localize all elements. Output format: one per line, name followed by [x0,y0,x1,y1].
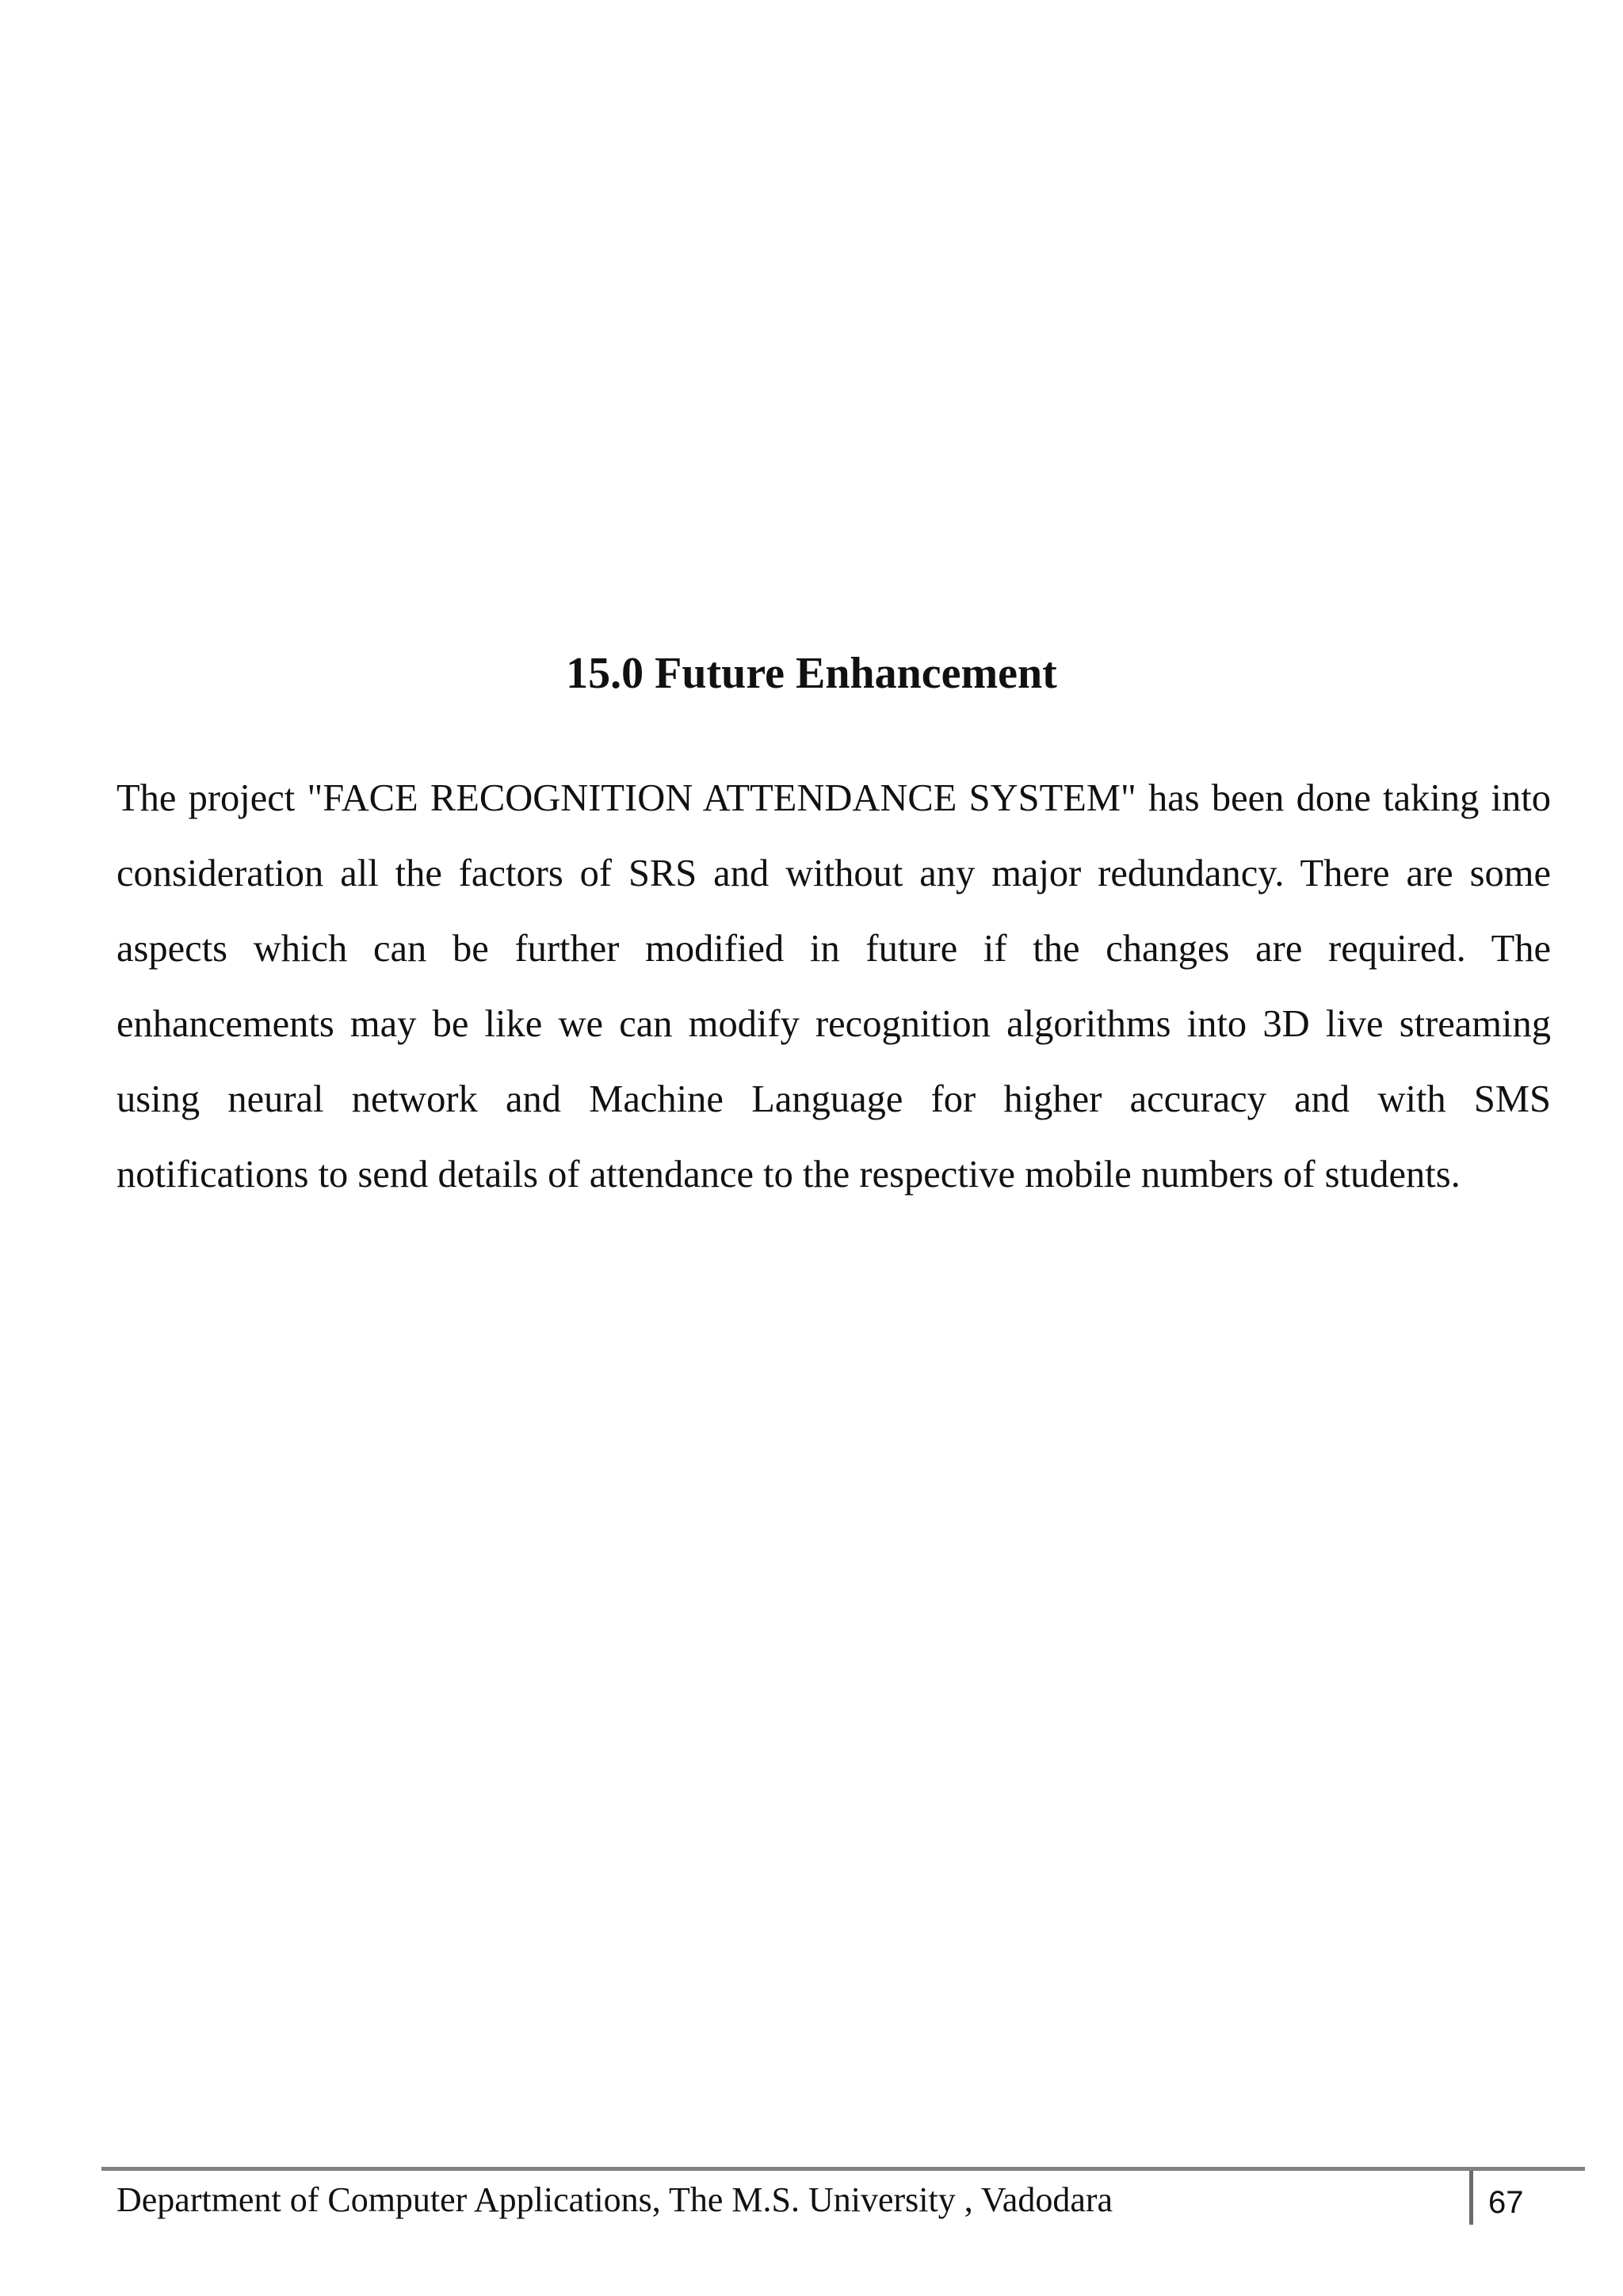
page-number-divider [1469,2171,1473,2225]
page-number: 67 [1488,2185,1524,2220]
section-paragraph: The project "FACE RECOGNITION ATTENDANCE SYSTEM" has been done taking into consideration all the factors of SRS and without any major redundancy. There are some aspects which can be further modified in future if the changes are required. The enhancements may be like we can modify recognition algorithms into 3D live streaming using neural network and Machine Language for higher accuracy and with SMS notifications to send details of attendance to the respective mobile numbers of students. [116,777,1551,1196]
section-title: 15.0 Future Enhancement [566,649,1057,698]
footer-department: Department of Computer Applications, The M.S. University , Vadodara [116,2180,1113,2219]
footer-divider [101,2167,1585,2171]
